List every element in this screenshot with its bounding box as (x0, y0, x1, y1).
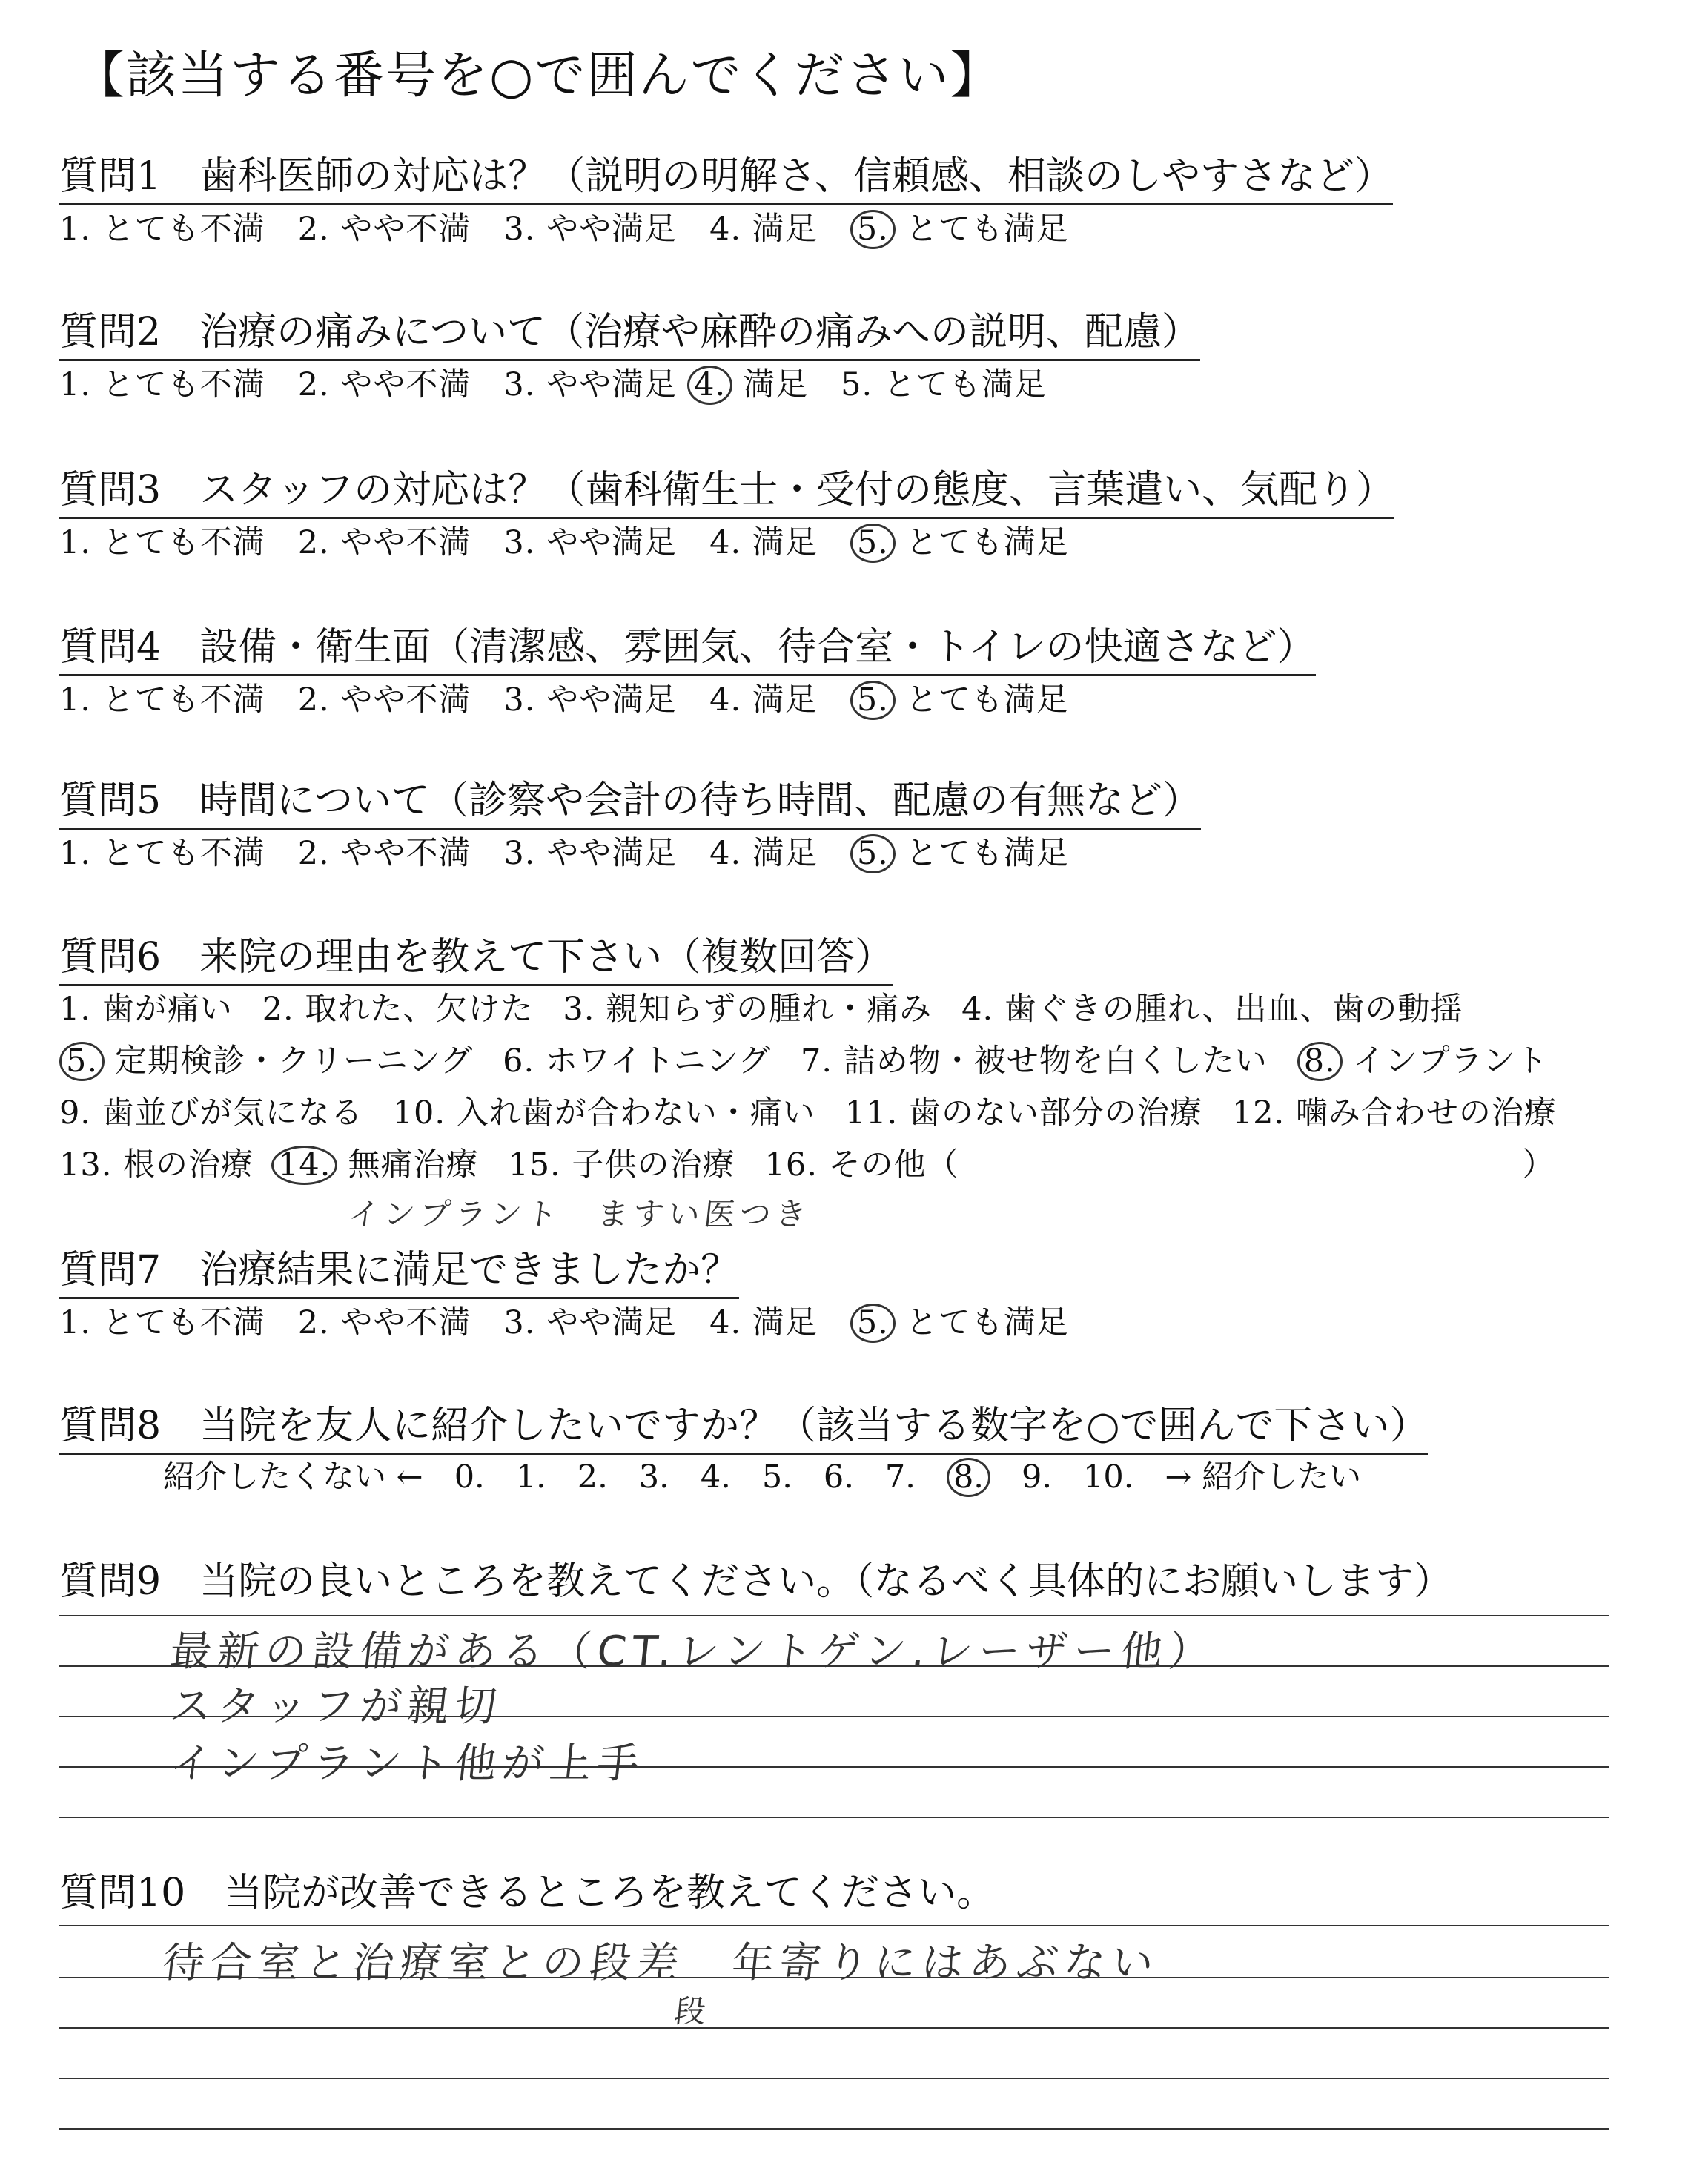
q2-option-1[interactable]: 1. とても不満 (59, 366, 265, 403)
q10-title: 質問10 当院が改善できるところを教えてください。 (59, 1871, 996, 1915)
q4-option-5-label: とても満足 (905, 681, 1069, 719)
q8-scale-7[interactable]: 7. (884, 1459, 916, 1496)
q6-option-1[interactable]: 1. 歯が痛い (59, 991, 233, 1028)
q9-answer-rule-5 (59, 1817, 1609, 1818)
q4-option-1[interactable]: 1. とても不満 (59, 681, 265, 719)
q2-option-3[interactable]: 3. やや満足 (503, 366, 678, 403)
q10-answer-rule-5 (59, 2128, 1609, 2130)
q6-option-3[interactable]: 3. 親知らずの腫れ・痛み (563, 991, 933, 1028)
q8-scale-10[interactable]: 10. (1083, 1459, 1134, 1496)
q5-option-5-circled[interactable]: 5. (850, 834, 896, 873)
q2-option-4-label: 満足 (743, 366, 809, 403)
q6-option-12[interactable]: 12. 噛み合わせの治療 (1231, 1094, 1557, 1132)
q6-option-5-label: 定期検診・クリーニング (115, 1043, 474, 1080)
q1-option-5-circled[interactable]: 5. (850, 210, 896, 249)
q3-option-1[interactable]: 1. とても不満 (59, 524, 265, 561)
q6-option-7[interactable]: 7. 詰め物・被せ物を白くしたい (801, 1043, 1268, 1080)
q5-option-1[interactable]: 1. とても不満 (59, 835, 265, 872)
q8-right-label: → 紹介したい (1165, 1459, 1362, 1496)
q10-answer-rule-1 (59, 1925, 1609, 1926)
q4-option-2[interactable]: 2. やや不満 (297, 681, 471, 719)
q8-scale-9[interactable]: 9. (1021, 1459, 1053, 1496)
q5-title: 質問5 時間について（診察や会計の待ち時間、配慮の有無など） (59, 769, 1201, 830)
q10-answer-rule-4 (59, 2078, 1609, 2079)
q9-title: 質問9 当院の良いところを教えてください。（なるべく具体的にお願いします） (59, 1559, 1453, 1604)
q6-option-8-label: インプラント (1352, 1043, 1549, 1080)
q5-option-5-label: とても満足 (905, 835, 1069, 872)
q1-options (59, 204, 1102, 249)
q6-option-2[interactable]: 2. 取れた、欠けた (262, 991, 534, 1028)
q9-answer-line-1[interactable]: 最新の設備がある（CT.レントゲン.レーザー他） (168, 1628, 1219, 1676)
q8-scale-1[interactable]: 1. (515, 1459, 546, 1496)
q10-answer-line-1[interactable]: 待合室と治療室との段差 年寄りにはあぶない (160, 1939, 1162, 1987)
q8-left-label: 紹介したくない ← (163, 1459, 423, 1496)
q7-option-5-circled[interactable]: 5. (850, 1304, 896, 1343)
q9-answer-line-3[interactable]: インプラント他が上手 (168, 1740, 647, 1788)
q6-row-1 (59, 984, 1492, 1029)
q8-scale-3[interactable]: 3. (638, 1459, 669, 1496)
q6-row-2 (59, 1036, 1578, 1081)
q3-option-2[interactable]: 2. やや不満 (297, 524, 471, 561)
q3-option-5-circled[interactable]: 5. (850, 524, 896, 563)
q8-scale-6[interactable]: 6. (823, 1459, 854, 1496)
q10-correction: 段 (672, 1993, 712, 2029)
q2-option-5[interactable]: 5. とても満足 (841, 366, 1047, 403)
q6-option-14-label: 無痛治療 (348, 1146, 479, 1183)
q1-option-3[interactable]: 3. やや満足 (503, 211, 678, 248)
q6-option-10[interactable]: 10. 入れ歯が合わない・痛い (392, 1094, 815, 1132)
q1-option-4[interactable]: 4. 満足 (709, 211, 818, 248)
q7-option-3[interactable]: 3. やや満足 (503, 1304, 678, 1341)
q5-option-3[interactable]: 3. やや満足 (503, 835, 678, 872)
q6-option-13[interactable]: 13. 根の治療 (59, 1146, 254, 1183)
q2-option-2[interactable]: 2. やや不満 (297, 366, 471, 403)
q6-option-5-circled[interactable]: 5. (59, 1042, 105, 1081)
q3-option-4[interactable]: 4. 満足 (709, 524, 818, 561)
q7-options (59, 1298, 1102, 1343)
q8-scale-8-circled[interactable]: 8. (947, 1458, 990, 1497)
q9-answer-rule-1 (59, 1615, 1609, 1616)
q2-option-4-circled[interactable]: 4. (687, 366, 732, 405)
q6-option-14-circled[interactable]: 14. (271, 1146, 337, 1185)
q4-option-4[interactable]: 4. 満足 (709, 681, 818, 719)
q6-option-4[interactable]: 4. 歯ぐきの腫れ、出血、歯の動揺 (961, 991, 1463, 1028)
q8-scale-2[interactable]: 2. (577, 1459, 608, 1496)
q9-answer-line-2[interactable]: スタッフが親切 (168, 1682, 505, 1731)
q3-option-5-label: とても満足 (905, 524, 1069, 561)
q4-title: 質問4 設備・衛生面（清潔感、雰囲気、待合室・トイレの快適さなど） (59, 615, 1316, 676)
q6-title: 質問6 来院の理由を教えて下さい（複数回答） (59, 925, 893, 986)
q1-option-1[interactable]: 1. とても不満 (59, 211, 265, 248)
q6-row-4 (59, 1140, 1585, 1185)
q6-option-8-circled[interactable]: 8. (1297, 1042, 1343, 1081)
q1-option-2[interactable]: 2. やや不満 (297, 211, 471, 248)
q6-option-9[interactable]: 9. 歯並びが気になる (59, 1094, 363, 1132)
q7-option-4[interactable]: 4. 満足 (709, 1304, 818, 1341)
q3-title: 質問3 スタッフの対応は？（歯科衛生士・受付の態度、言葉遣い、気配り） (59, 458, 1394, 519)
q2-title: 質問2 治療の痛みについて（治療や麻酔の痛みへの説明、配慮） (59, 300, 1200, 361)
q5-option-2[interactable]: 2. やや不満 (297, 835, 471, 872)
q1-title: 質問1 歯科医師の対応は？（説明の明解さ、信頼感、相談のしやすさなど） (59, 145, 1393, 205)
q6-option-11[interactable]: 11. 歯のない部分の治療 (844, 1094, 1202, 1132)
q2-options (59, 360, 1079, 405)
q7-title: 質問7 治療結果に満足できましたか？ (59, 1238, 739, 1299)
page-header: 【該当する番号を○で囲んでください】 (74, 47, 1002, 105)
q8-scale-4[interactable]: 4. (700, 1459, 731, 1496)
q6-option-16[interactable]: 16. その他（ (764, 1146, 959, 1183)
q5-options (59, 828, 1102, 873)
q5-option-4[interactable]: 4. 満足 (709, 835, 818, 872)
q3-options (59, 518, 1102, 563)
q8-scale-5[interactable]: 5. (761, 1459, 792, 1496)
q8-scale-0[interactable]: 0. (454, 1459, 485, 1496)
q6-other-close-paren: ） (1522, 1146, 1555, 1183)
q3-option-3[interactable]: 3. やや満足 (503, 524, 678, 561)
q10-answer-rule-3 (59, 2027, 1609, 2029)
q6-option-6[interactable]: 6. ホワイトニング (503, 1043, 771, 1080)
q4-option-3[interactable]: 3. やや満足 (503, 681, 678, 719)
q7-option-5-label: とても満足 (905, 1304, 1069, 1341)
q6-row-3 (59, 1088, 1557, 1133)
q8-scale (163, 1452, 1392, 1497)
q1-option-5-label: とても満足 (905, 211, 1069, 248)
q6-option-15[interactable]: 15. 子供の治療 (508, 1146, 735, 1183)
q6-handwritten-note: インプラント ますい医つき (346, 1196, 813, 1232)
q7-option-1[interactable]: 1. とても不満 (59, 1304, 265, 1341)
q7-option-2[interactable]: 2. やや不満 (297, 1304, 471, 1341)
q4-option-5-circled[interactable]: 5. (850, 681, 896, 720)
q4-options (59, 675, 1102, 720)
q8-title: 質問8 当院を友人に紹介したいですか？（該当する数字を○で囲んで下さい） (59, 1394, 1428, 1455)
